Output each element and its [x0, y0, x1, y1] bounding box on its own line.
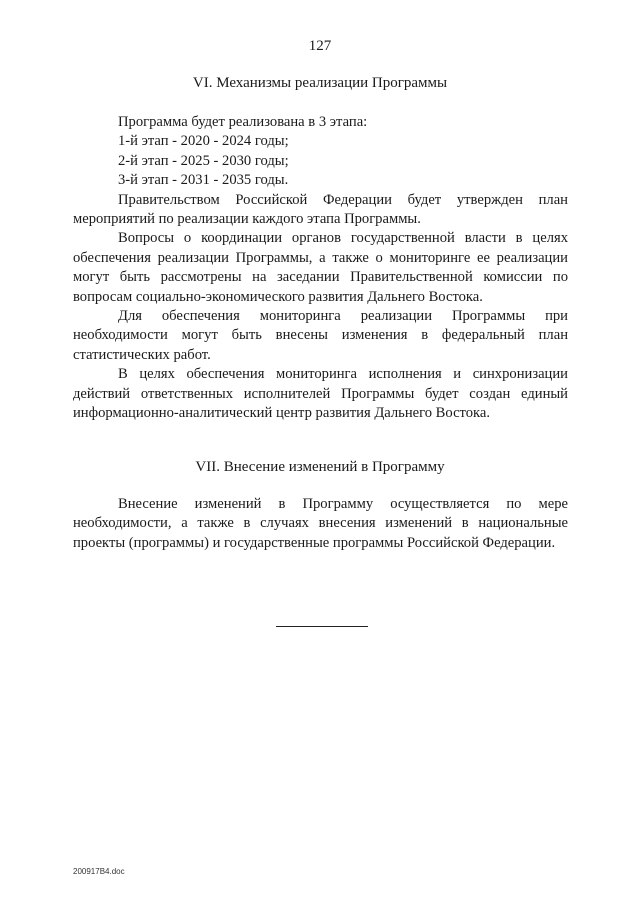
end-of-document-rule [276, 626, 368, 627]
paragraph-stages-intro: Программа будет реализована в 3 этапа: [118, 114, 368, 130]
footer-file-name: 200917B4.doc [73, 867, 125, 876]
section-heading-amendments: VII. Внесение изменений в Программу [195, 459, 445, 475]
paragraph-stage-3: 3-й этап - 2031 - 2035 годы. [118, 172, 289, 189]
paragraph-amendments: Внесение изменений в Программу осуществляется по мере необходимости, а также в случаях внесения изменений в национальные проекты (программы) и государственные программы Российской Федерации. [73, 496, 568, 551]
paragraph-stage-1: 1-й этап - 2020 - 2024 годы; [118, 133, 289, 150]
paragraph-statistics: Для обеспечения мониторинга реализации Программы при необходимости могут быть внесены изменения в федеральный план статистических работ. [73, 308, 568, 363]
paragraph-analytics-center: В целях обеспечения мониторинга исполнения и синхронизации действий ответственных исполнителей Программы будет создан единый информационно-аналитический центр развития Дальнего Востока. [73, 366, 568, 422]
paragraph-government-plan: Правительством Российской Федерации будет утвержден план мероприятий по реализации каждого этапа Программы. [73, 191, 568, 228]
page-number: 127 [308, 38, 332, 54]
section-body-amendments [73, 495, 568, 553]
section-body-mechanisms [73, 113, 568, 424]
paragraph-stage-2: 2-й этап - 2025 - 2030 годы; [118, 152, 289, 169]
paragraph-coordination: Вопросы о координации органов государственной власти в целях обеспечения реализации Программы, а также о мониторинге ее реализации могут быть рассмотрены на заседании Правительственной комиссии по вопросам социально-экономического развития Дальнего Востока. [73, 230, 568, 305]
section-heading-mechanisms: VI. Механизмы реализации Программы [192, 75, 448, 91]
